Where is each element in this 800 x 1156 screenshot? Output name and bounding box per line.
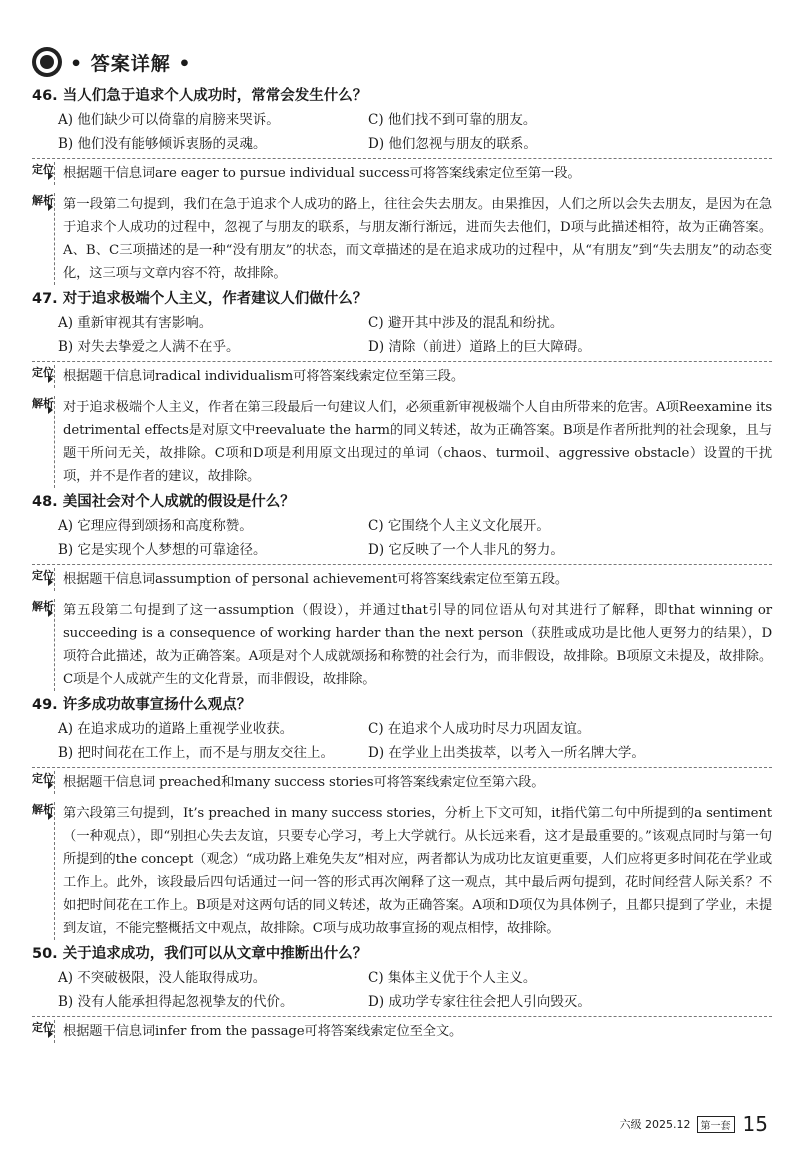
question-50 <box>32 942 772 1043</box>
locate-label: 定位 <box>32 366 54 379</box>
option-d: D) 成功学专家往往会把人引向毁灭。 <box>368 994 591 1010</box>
analysis-label: 解析 <box>32 803 54 816</box>
question-stem: 47. 对于追求极端个人主义，作者建议人们做什么？ <box>32 291 368 307</box>
option-b: B) 它是实现个人梦想的可靠途径。 <box>58 542 267 558</box>
question-options <box>58 717 772 767</box>
option-c: C) 避开其中涉及的混乱和纷扰。 <box>368 315 564 331</box>
analysis-row <box>32 191 772 285</box>
locate-row <box>32 1016 772 1043</box>
section-title: • 答案详解 • <box>70 52 192 75</box>
locate-label: 定位 <box>32 163 54 176</box>
page-number: 15 <box>742 1112 768 1136</box>
question-47 <box>32 287 772 488</box>
question-stem: 48. 美国社会对个人成就的假设是什么？ <box>32 494 295 510</box>
answer-explanations <box>32 84 772 1045</box>
analysis-text: 第五段第二句提到了这一assumption（假设），并通过that引导的同位语从句对其进行了解释，即that winning or succeeding is a consequence of working harder than the next person（获胜或成功是比他人更努力的结果），D项符合此描述，故为正确答案。A项是对个人成就颂扬和称赞的社会行为，而非假设，故排除。B项原文未提及，故排除。C项是个人成就产生的文化背景，而非假设，故排除。 <box>63 603 772 687</box>
option-d: D) 在学业上出类拔萃，以考入一所名牌大学。 <box>368 745 645 761</box>
option-b: B) 他们没有能够倾诉衷肠的灵魂。 <box>58 136 267 152</box>
question-stem: 50. 关于追求成功，我们可以从文章中推断出什么？ <box>32 946 368 962</box>
option-a: A) 他们缺少可以倚靠的肩膀来哭诉。 <box>58 112 280 128</box>
locate-text: 根据题干信息词infer from the passage可将答案线索定位至全文。 <box>63 1024 463 1039</box>
analysis-label: 解析 <box>32 600 54 613</box>
page-footer <box>620 1112 768 1136</box>
question-stem: 46. 当人们急于追求个人成功时，常常会发生什么？ <box>32 88 368 104</box>
option-c: C) 集体主义优于个人主义。 <box>368 970 537 986</box>
locate-text: 根据题干信息词are eager to pursue individual success可将答案线索定位至第一段。 <box>63 166 581 181</box>
analysis-row <box>32 800 772 940</box>
option-d: D) 他们忽视与朋友的联系。 <box>368 136 537 152</box>
question-46 <box>32 84 772 285</box>
analysis-text: 对于追求极端个人主义，作者在第三段最后一句建议人们，必须重新审视极端个人自由所带来的危害。A项Reexamine its detrimental effects是对原文中reevaluate the harm的同义转述，故为正确答案。B项是作者所批判的社会现象，且与题干所问无关，故排除。C项和D项是利用原文出现过的单词（chaos、turmoil、aggressive obstacle）设置的干扰项，并不是作者的建议，故排除。 <box>63 400 772 484</box>
option-d: D) 清除（前进）道路上的巨大障碍。 <box>368 339 591 355</box>
locate-label: 定位 <box>32 1021 54 1034</box>
question-stem: 49. 许多成功故事宣扬什么观点？ <box>32 697 252 713</box>
locate-text: 根据题干信息词assumption of personal achievement可将答案线索定位至第五段。 <box>63 572 569 587</box>
analysis-text: 第一段第二句提到，我们在急于追求个人成功的路上，往往会失去朋友。由果推因，人们之所以会失去朋友，是因为在急于追求个人成功的过程中，忽视了与朋友的联系，与朋友渐行渐远，进而失去他们，D项与此描述相符，故为正确答案。A、B、C三项描述的是一种“没有朋友”的状态，而文章描述的是在追求成功的过程中，从“有朋友”到“失去朋友”的动态变化，这三项与文章内容不符，故排除。 <box>63 197 772 281</box>
question-49 <box>32 693 772 940</box>
question-48 <box>32 490 772 691</box>
analysis-row <box>32 597 772 691</box>
analysis-text: 第六段第三句提到，It’s preached in many success stories，分析上下文可知，it指代第二句中所提到的a sentiment（一种观点），即“别担心失去友谊，只要专心学习，考上大学就行。从长远来看，这才是最重要的。”该观点同时与第一句所提到的the concept（观念）“成功路上难免失友”相对应，两者都认为成功比友谊更重要，人们应将更多时间花在学业或工作上。此外，该段最后四句话通过一问一答的形式再次阐释了这一观点，其中最后两句提到，花时间经营人际关系？不如把时间花在工作上。B项是对这两句话的同义转述，故为正确答案。A项和D项仅为具体例子，且都只提到了学业，未提到友谊，不能完整概括文中观点，故排除。C项与成功故事宣扬的观点相悖，故排除。 <box>63 806 772 936</box>
question-options <box>58 108 772 158</box>
locate-label: 定位 <box>32 772 54 785</box>
question-options <box>58 514 772 564</box>
option-b: B) 对失去挚爱之人满不在乎。 <box>58 339 240 355</box>
locate-text: 根据题干信息词radical individualism可将答案线索定位至第三段。 <box>63 369 464 384</box>
question-options <box>58 966 772 1016</box>
option-a: A) 在追求成功的道路上重视学业收获。 <box>58 721 294 737</box>
locate-row <box>32 564 772 591</box>
option-a: A) 不突破极限，没人能取得成功。 <box>58 970 267 986</box>
locate-row <box>32 361 772 388</box>
option-c: C) 他们找不到可靠的朋友。 <box>368 112 537 128</box>
analysis-row <box>32 394 772 488</box>
analysis-label: 解析 <box>32 397 54 410</box>
locate-text: 根据题干信息词 preached和many success stories可将答案线索定位至第六段。 <box>63 775 545 790</box>
option-b: B) 把时间花在工作上，而不是与朋友交往上。 <box>58 745 334 761</box>
locate-row <box>32 158 772 185</box>
question-options <box>58 311 772 361</box>
locate-label: 定位 <box>32 569 54 582</box>
option-c: C) 它围绕个人主义文化展开。 <box>368 518 550 534</box>
analysis-label: 解析 <box>32 194 54 207</box>
option-d: D) 它反映了一个人非凡的努力。 <box>368 542 564 558</box>
answer-badge-icon <box>32 47 62 77</box>
section-header <box>32 44 192 80</box>
option-b: B) 没有人能承担得起忽视挚友的代价。 <box>58 994 294 1010</box>
option-a: A) 重新审视其有害影响。 <box>58 315 213 331</box>
issue-label: 六级 2025.12 <box>619 1118 691 1131</box>
option-c: C) 在追求个人成功时尽力巩固友谊。 <box>368 721 591 737</box>
part-label: 第一套 <box>697 1116 735 1133</box>
locate-row <box>32 767 772 794</box>
option-a: A) 它理应得到颂扬和高度称赞。 <box>58 518 253 534</box>
